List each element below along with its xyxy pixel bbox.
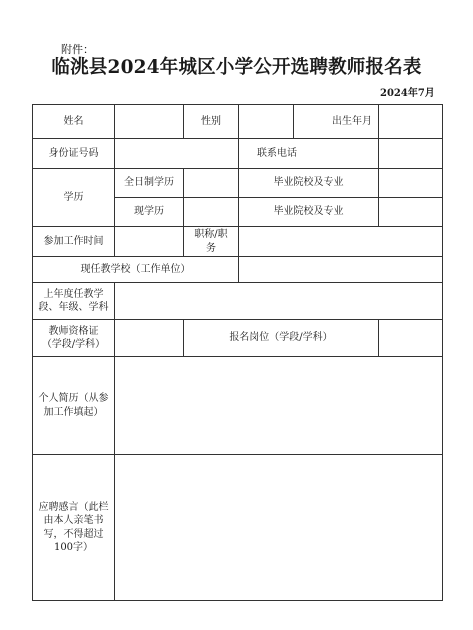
work-start-label: 参加工作时间 (33, 227, 115, 257)
table-row (33, 455, 443, 601)
form-date: 2024年7月 (380, 88, 435, 99)
registration-form-table (32, 104, 443, 601)
id-field[interactable] (115, 139, 239, 169)
table-row (33, 105, 443, 139)
fulltime-school-field[interactable] (379, 169, 443, 198)
name-field[interactable] (115, 105, 184, 139)
table-row (33, 227, 443, 257)
gender-label: 性别 (184, 105, 239, 139)
school-major-label: 毕业院校及专业 (239, 198, 379, 227)
birth-label: 出生年月 (294, 105, 379, 139)
id-label: 身份证号码 (33, 139, 115, 169)
table-row (33, 283, 443, 320)
statement-label: 应聘感言（此栏由本人亲笔书写，不得超过100字） (33, 455, 115, 601)
work-start-field[interactable] (115, 227, 184, 257)
education-label: 学历 (33, 169, 115, 227)
phone-label: 联系电话 (239, 139, 379, 169)
birth-field[interactable] (379, 105, 443, 139)
teacher-cert-label: 教师资格证（学段/学科） (33, 320, 115, 357)
title-post-label: 职称/职务 (184, 227, 239, 257)
apply-post-label: 报名岗位（学段/学科） (184, 320, 379, 357)
table-row (33, 357, 443, 455)
teacher-cert-field[interactable] (115, 320, 184, 357)
current-edu-label: 现学历 (115, 198, 184, 227)
table-row (33, 139, 443, 169)
table-row (33, 169, 443, 198)
phone-field[interactable] (379, 139, 443, 169)
name-label: 姓名 (33, 105, 115, 139)
current-school-field[interactable] (239, 257, 443, 283)
current-school-label: 现任教学校（工作单位） (33, 257, 239, 283)
fulltime-edu-label: 全日制学历 (115, 169, 184, 198)
form-title: 临洮县2024年城区小学公开选聘教师报名表 (51, 57, 422, 78)
current-school-major-field[interactable] (379, 198, 443, 227)
school-major-label: 毕业院校及专业 (239, 169, 379, 198)
statement-field[interactable] (115, 455, 443, 601)
gender-field[interactable] (239, 105, 294, 139)
resume-field[interactable] (115, 357, 443, 455)
table-row (33, 257, 443, 283)
attachment-label: 附件： (61, 43, 94, 56)
last-year-teaching-field[interactable] (115, 283, 443, 320)
resume-label: 个人简历（从参加工作填起） (33, 357, 115, 455)
fulltime-edu-field[interactable] (184, 169, 239, 198)
table-row (33, 320, 443, 357)
title-post-field[interactable] (239, 227, 443, 257)
last-year-teaching-label: 上年度任教学段、年级、学科 (33, 283, 115, 320)
apply-post-field[interactable] (379, 320, 443, 357)
current-edu-field[interactable] (184, 198, 239, 227)
